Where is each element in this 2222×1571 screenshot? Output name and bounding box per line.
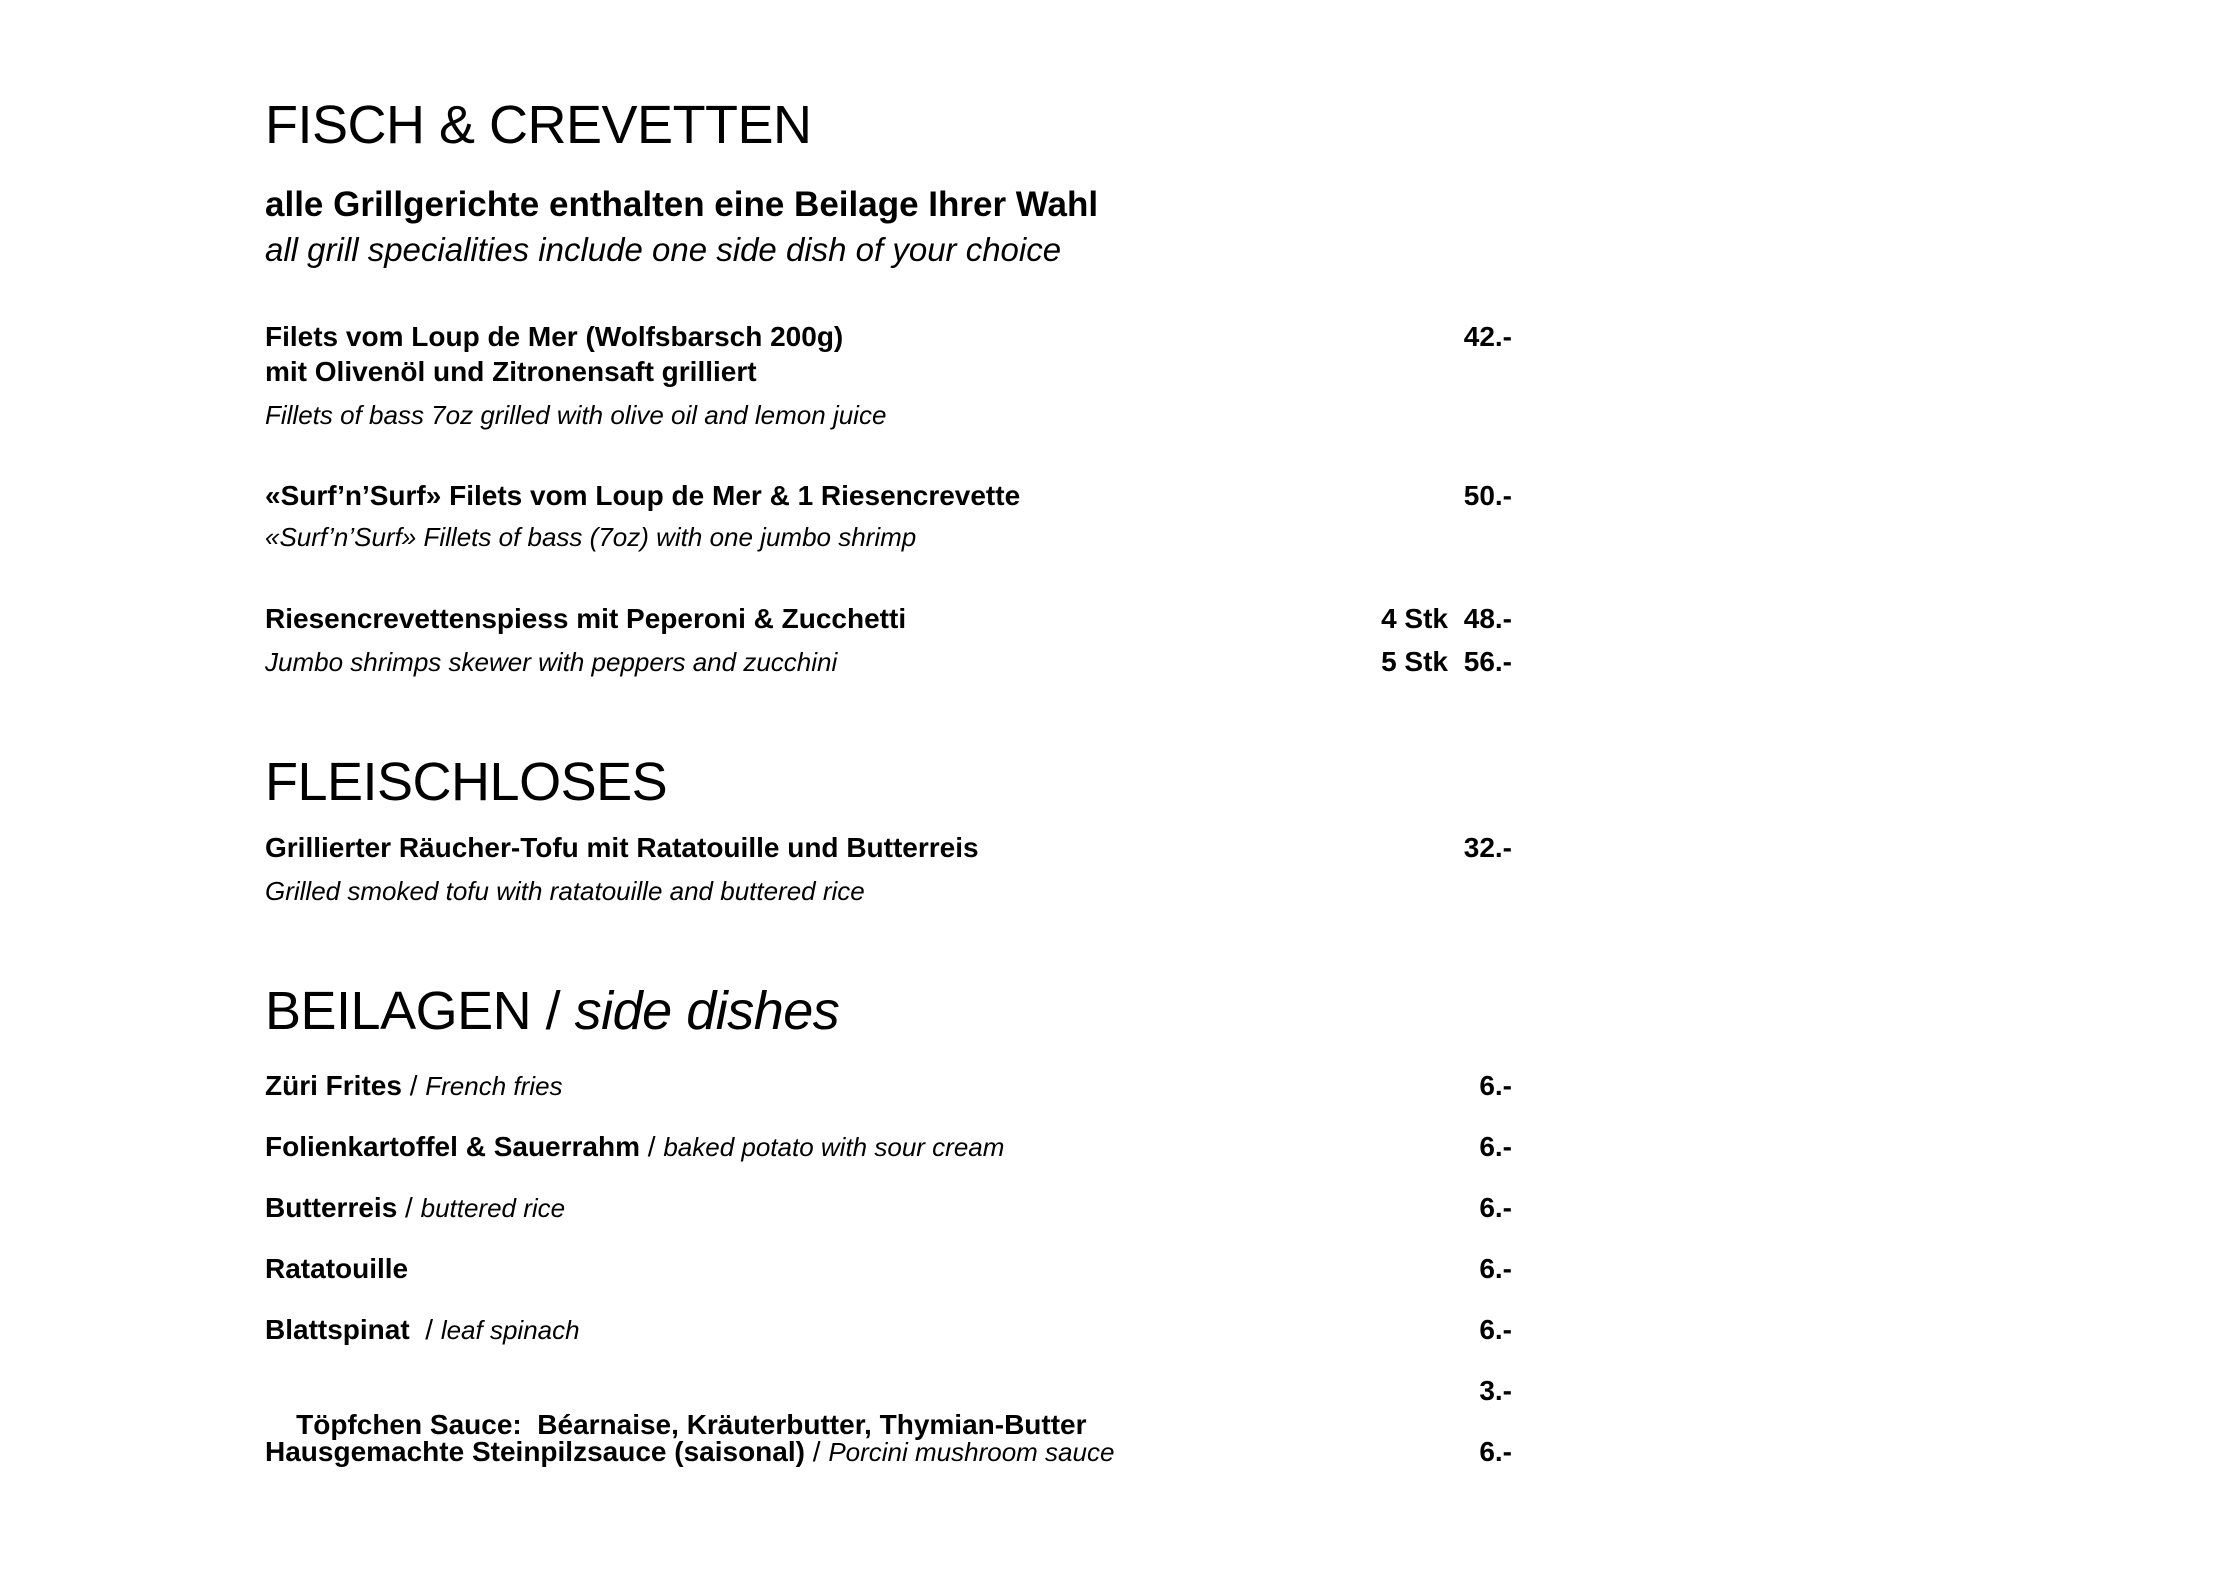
side-item-7-price: 6.- [1479,1436,1512,1467]
side-item-1-price: 6.- [1479,1070,1512,1101]
side-item-7-english: Porcini mushroom sauce [828,1437,1115,1467]
side-item-3 [265,1191,565,1225]
fish-item-2-english: «Surf’n’Surf» Fillets of bass (7oz) with one jumbo shrimp [265,522,917,552]
side-item-6-german: Töpfchen Sauce: Béarnaise, Kräuterbutter, Thymian-Butter [296,1409,1087,1440]
veg-item-1-price: 32.- [1463,832,1512,863]
side-item-7-separator: / [804,1436,829,1467]
side-item-4 [265,1252,408,1286]
fish-item-1-name-line2: mit Olivenöl und Zitronensaft grilliert [265,356,757,387]
side-item-5-price: 6.- [1479,1314,1512,1345]
fish-intro-english: all grill specialities include one side dish of your choice [265,231,1062,268]
fish-item-2-name: «Surf’n’Surf» Filets vom Loup de Mer & 1 Riesencrevette [265,480,1021,511]
section-title-fish: FISCH & CREVETTEN [265,95,812,155]
side-item-2-separator: / [639,1131,664,1162]
side-item-1 [265,1069,563,1103]
fish-item-3-price-1: 48.- [1463,603,1512,634]
side-item-2 [265,1130,1004,1164]
side-item-2-german: Folienkartoffel & Sauerrahm [265,1131,640,1162]
fish-item-3-name: Riesencrevettenspiess mit Peperoni & Zucchetti [265,603,907,634]
side-item-6-price: 3.- [1479,1375,1512,1406]
side-item-4-price: 6.- [1479,1253,1512,1284]
fish-item-1-english: Fillets of bass 7oz grilled with olive oil and lemon juice [265,400,887,430]
side-item-5-german: Blattspinat [265,1314,410,1345]
section-title-vegetarian: FLEISCHLOSES [265,752,668,812]
side-item-7 [265,1435,1114,1469]
side-item-3-price: 6.- [1479,1192,1512,1223]
fish-item-1-price: 42.- [1463,321,1512,352]
veg-item-1-english: Grilled smoked tofu with ratatouille and buttered rice [265,876,865,906]
fish-intro-german: alle Grillgerichte enthalten eine Beilage Ihrer Wahl [265,185,1099,224]
fish-item-3-price-2: 56.- [1463,646,1512,677]
side-item-2-english: baked potato with sour cream [663,1132,1005,1162]
side-item-5-english: leaf spinach [440,1315,580,1345]
side-item-5 [265,1313,580,1347]
side-item-1-separator: / [401,1070,426,1101]
fish-item-3-qty-2: 5 Stk [1381,646,1448,677]
veg-item-1-name: Grillierter Räucher-Tofu mit Ratatouille und Butterreis [265,832,979,863]
side-item-4-german: Ratatouille [265,1253,409,1284]
side-item-5-separator: / [409,1314,441,1345]
fish-item-2-price: 50.- [1463,480,1512,511]
side-item-1-german: Züri Frites [265,1070,402,1101]
fish-item-3-english: Jumbo shrimps skewer with peppers and zucchini [265,647,838,677]
side-item-2-price: 6.- [1479,1131,1512,1162]
fish-item-1-name: Filets vom Loup de Mer (Wolfsbarsch 200g) [265,321,844,352]
side-item-3-german: Butterreis [265,1192,398,1223]
side-item-3-english: buttered rice [420,1193,566,1223]
sides-title-english: side dishes [574,981,840,1041]
fish-item-3-qty-1: 4 Stk [1381,603,1448,634]
side-item-7-german: Hausgemachte Steinpilzsauce (saisonal) [265,1436,805,1467]
section-title-sides [265,981,839,1041]
sides-title-german: BEILAGEN / [265,981,575,1041]
side-item-3-separator: / [397,1192,421,1223]
side-item-1-english: French fries [425,1071,563,1101]
